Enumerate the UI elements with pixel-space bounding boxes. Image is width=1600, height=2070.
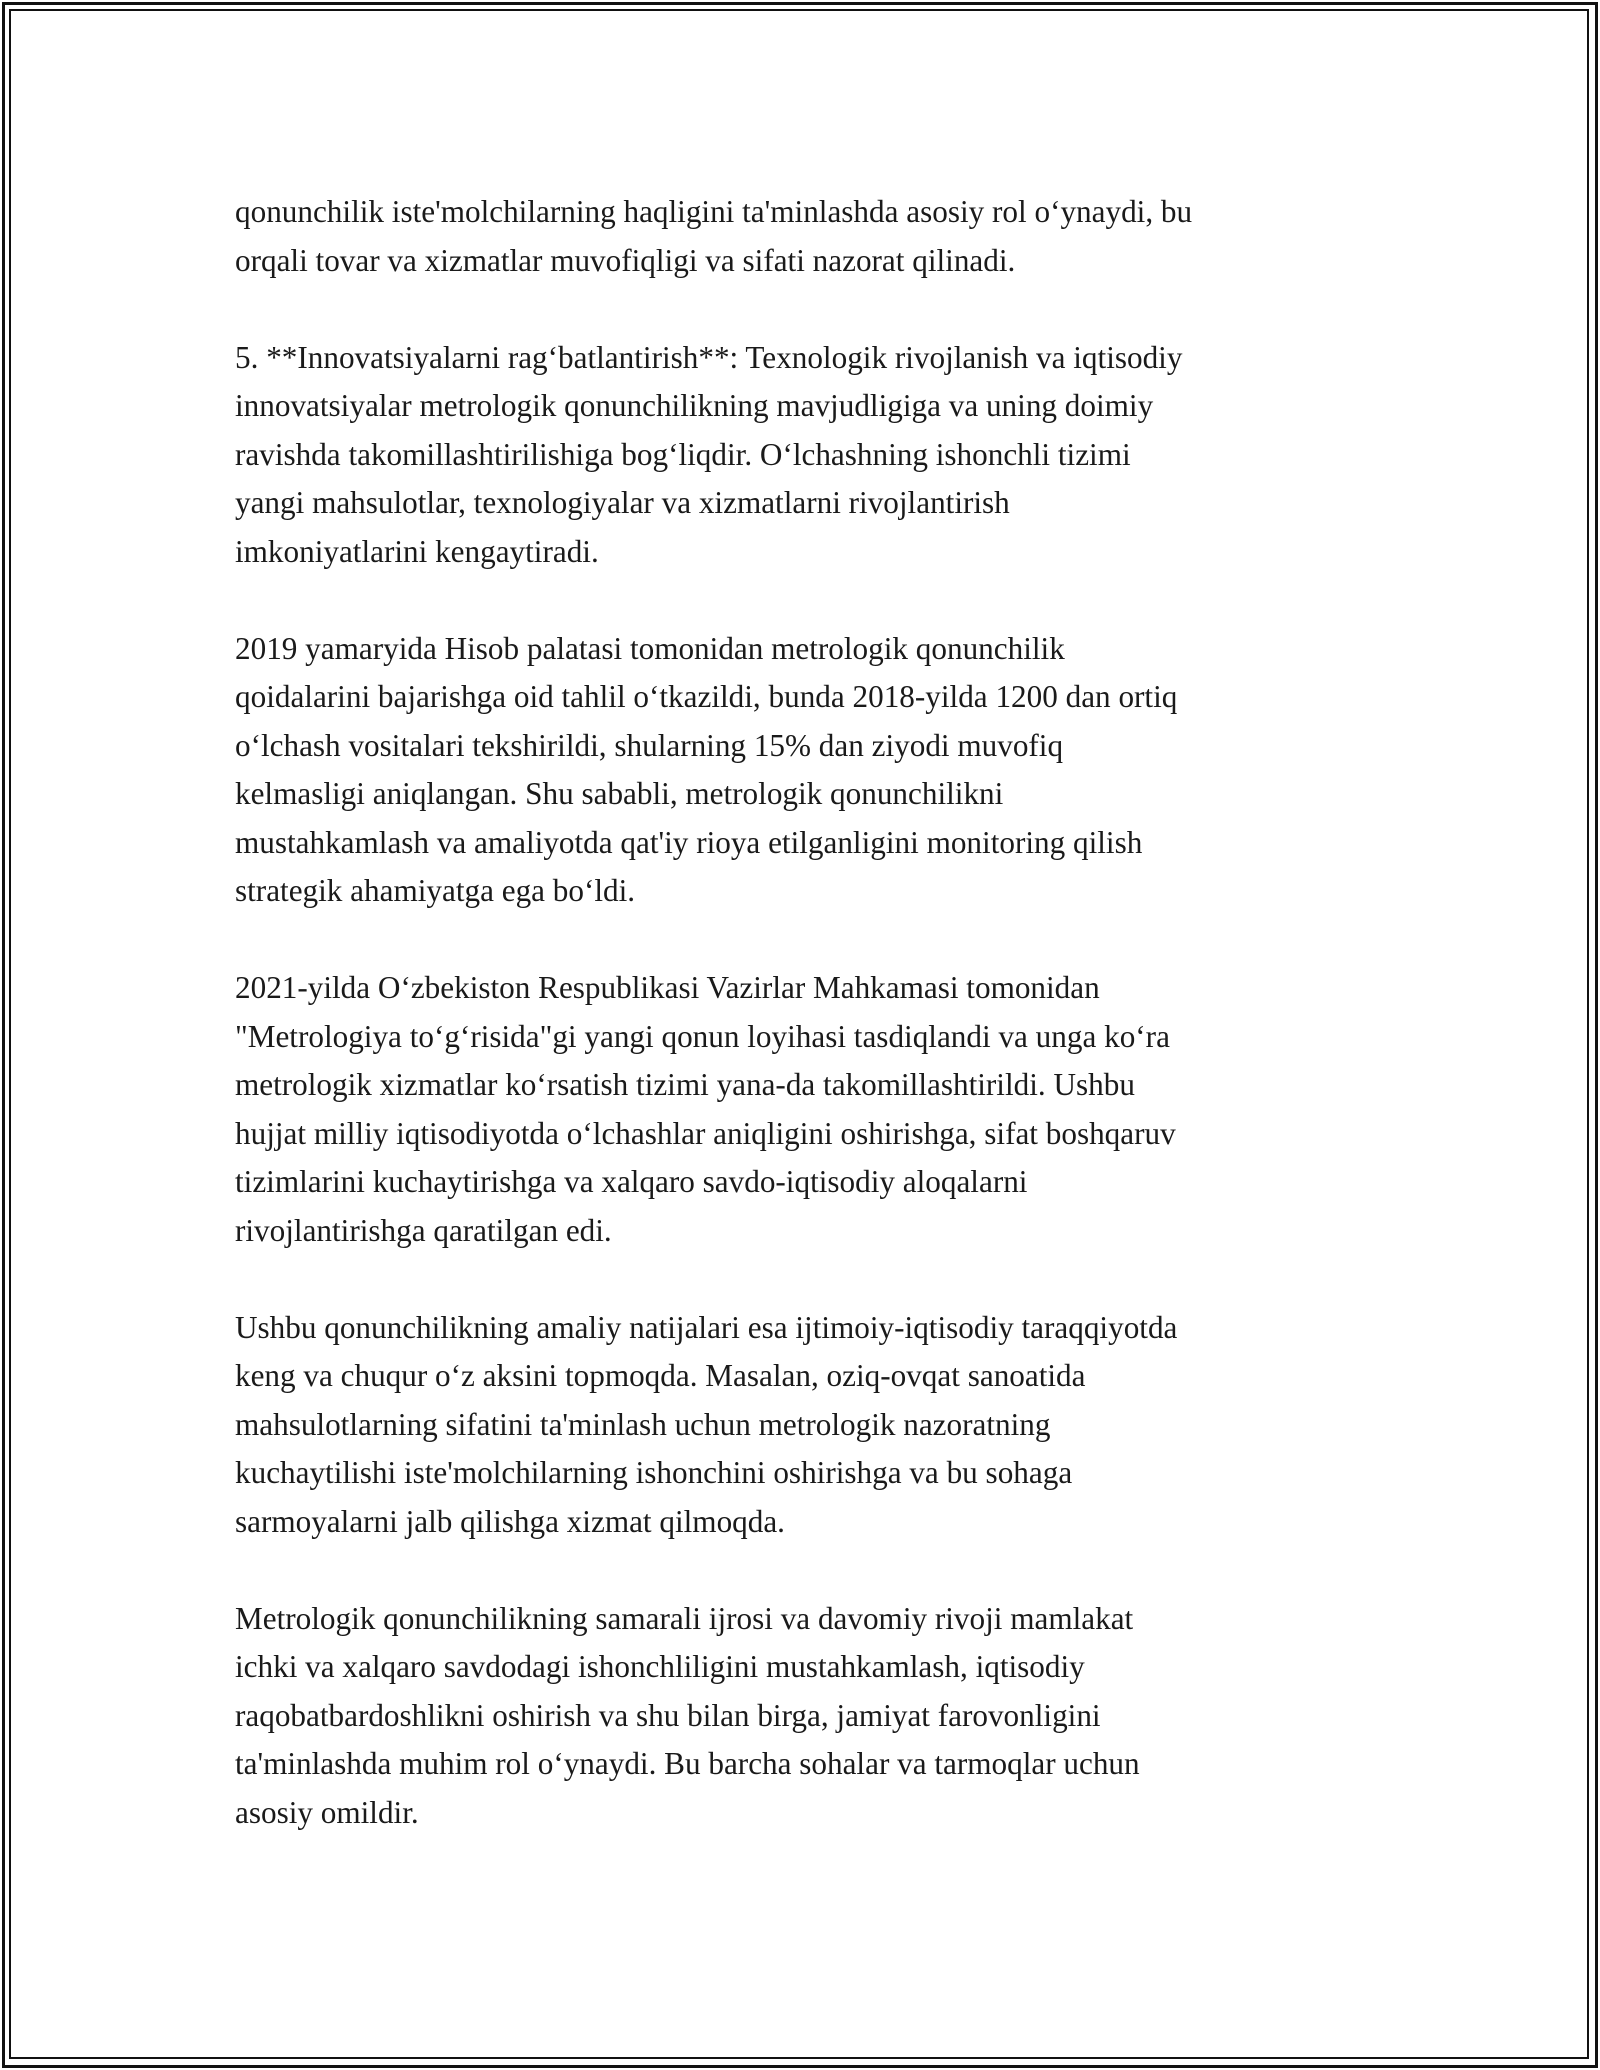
text-line: Ushbu qonunchilikning amaliy natijalari esa ijtimoiy-iqtisodiy taraqqiyotda (235, 1309, 1178, 1345)
paragraph (235, 625, 1385, 916)
paragraph (235, 1304, 1385, 1547)
text-line: metrologik xizmatlar ko‘rsatish tizimi yana-da takomillashtirildi. Ushbu (235, 1067, 1135, 1102)
paragraph (235, 1595, 1385, 1838)
text-line: ichki va xalqaro savdodagi ishonchliligini mustahkamlash, iqtisodiy (235, 1649, 1085, 1684)
text-line: sarmoyalarni jalb qilishga xizmat qilmoqda. (235, 1503, 785, 1539)
text-line: rivojlantirishga qaratilgan edi. (235, 1212, 612, 1248)
text-line: ta'minlashda muhim rol o‘ynaydi. Bu barcha sohalar va tarmoqlar uchun (235, 1746, 1140, 1781)
text-line: strategik ahamiyatga ega bo‘ldi. (235, 873, 636, 908)
text-line: imkoniyatlarini kengaytiradi. (235, 533, 599, 569)
paragraph (235, 188, 1385, 285)
text-line: asosiy omildir. (235, 1794, 419, 1830)
text-line: mahsulotlarning sifatini ta'minlash uchun metrologik nazoratning (235, 1406, 1051, 1442)
paragraph (235, 334, 1385, 577)
text-line: innovatsiyalar metrologik qonunchilikning mavjudligiga va uning doimiy (235, 388, 1154, 423)
text-line: Metrologik qonunchilikning samarali ijrosi va davomiy rivoji mamlakat (235, 1600, 1134, 1636)
text-line: qonunchilik iste'molchilarning haqligini ta'minlashda asosiy rol o‘ynaydi, bu (235, 194, 1193, 229)
paragraph (235, 964, 1385, 1255)
text-line: 2021-yilda O‘zbekiston Respublikasi Vazirlar Mahkamasi tomonidan (235, 970, 1100, 1005)
text-line: 2019 yamaryida Hisob palatasi tomonidan metrologik qonunchilik (235, 630, 1065, 666)
text-line: mustahkamlash va amaliyotda qat'iy rioya etilganligini monitoring qilish (235, 824, 1143, 860)
text-line: tizimlarini kuchaytirishga va xalqaro savdo-iqtisodiy aloqalarni (235, 1164, 1028, 1199)
text-line: "Metrologiya to‘g‘risida"gi yangi qonun loyihasi tasdiqlandi va unga ko‘ra (235, 1018, 1170, 1054)
text-line: kuchaytilishi iste'molchilarning ishonchini oshirishga va bu sohaga (235, 1455, 1073, 1490)
text-line: qoidalarini bajarishga oid tahlil o‘tkazildi, bunda 2018-yilda 1200 dan ortiq (235, 679, 1178, 714)
text-line: orqali tovar va xizmatlar muvofiqligi va sifati nazorat qilinadi. (235, 242, 1016, 278)
document-body (235, 188, 1385, 1886)
text-line: ravishda takomillashtirilishiga bog‘liqdir. O‘lchashning ishonchli tizimi (235, 436, 1131, 472)
text-line: 5. **Innovatsiyalarni rag‘batlantirish**: Texnologik rivojlanish va iqtisodiy (235, 339, 1183, 375)
text-line: kelmasligi aniqlangan. Shu sababli, metrologik qonunchilikni (235, 776, 1004, 811)
text-line: raqobatbardoshlikni oshirish va shu bilan birga, jamiyat farovonligini (235, 1697, 1101, 1733)
text-line: hujjat milliy iqtisodiyotda o‘lchashlar aniqligini oshirishga, sifat boshqaruv (235, 1115, 1176, 1151)
text-line: yangi mahsulotlar, texnologiyalar va xizmatlarni rivojlantirish (235, 485, 1010, 520)
text-line: o‘lchash vositalari tekshirildi, shularning 15% dan ziyodi muvofiq (235, 727, 1064, 763)
text-line: keng va chuqur o‘z aksini topmoqda. Masalan, oziq-ovqat sanoatida (235, 1358, 1086, 1393)
